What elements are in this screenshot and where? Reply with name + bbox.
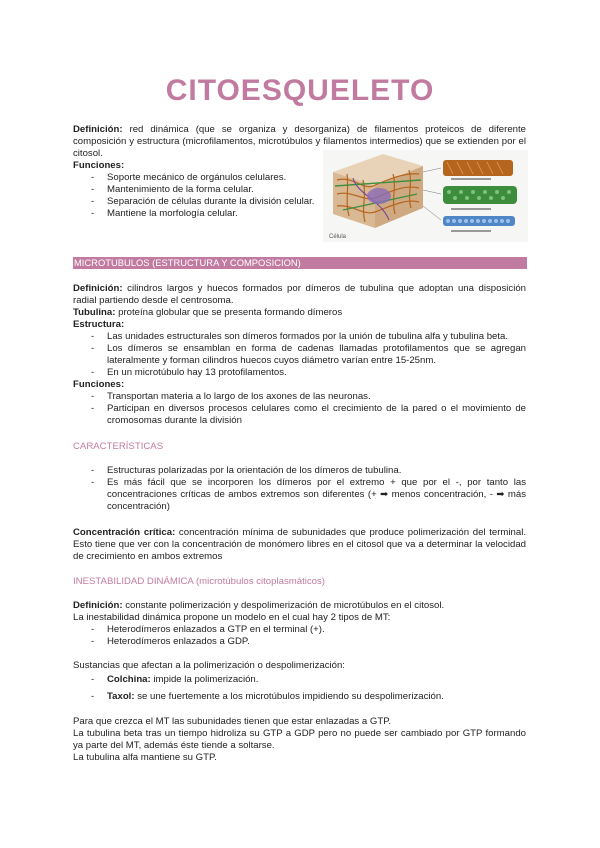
inest-definition: [73, 600, 526, 612]
list-item: - Mantiene la morfología celular.: [73, 208, 323, 220]
sustancias-list: [73, 674, 526, 703]
list-item: - Es más fácil que se incorporen los dímeros por el extremo + que por el -, por tanto las concentraciones críticas de ambos extremos son diferentes (+ ➡ menos concentración, - ➡ más concentración): [73, 477, 526, 513]
funciones-label: Funciones:: [73, 379, 125, 390]
section-header-inestabilidad: INESTABILIDAD DINÁMICA (microtúbulos citoplasmáticos): [73, 576, 325, 587]
page-title: CITOESQUELETO: [165, 74, 435, 107]
section-header-caracteristicas: CARACTERÍSTICAS: [73, 441, 164, 452]
estructura-list: [73, 331, 526, 379]
final-line-2: La tubulina beta tras un tiempo hidroliza su GTP a GDP pero no puede ser cambiado por GTP formando ya parte del MT, además éste tiende a soltarse.: [73, 728, 526, 751]
definition-label: Definición:: [73, 124, 123, 135]
list-item: - Heterodímeros enlazados a GTP en el terminal (+).: [73, 624, 526, 636]
figure-caption: Célula: [329, 234, 347, 240]
definition-label: Definición:: [73, 283, 123, 294]
sustancias-line: Sustancias que afectan a la polimerización o despolimerización:: [73, 660, 345, 671]
list-item: - Separación de células durante la división celular.: [73, 196, 323, 208]
tubulina-line: [73, 307, 526, 319]
list-item: - En un microtúbulo hay 13 protofilamentos.: [73, 367, 526, 379]
list-item: - Heterodímeros enlazados a GDP.: [73, 636, 526, 648]
definition-text: cilindros largos y huecos formados por dímeros de tubulina que adoptan una disposición radial partiendo desde el centrosoma.: [73, 283, 526, 306]
cc-label: Concentración crítica:: [73, 527, 176, 538]
definition-text: red dinámica (que se organiza y desorganiza) de filamentos proteicos de diferente composición y estructura (microfilamentos, microtúbulos y filamentos intermedios) que se extienden por el citosol.: [73, 124, 526, 159]
caracteristicas-list: [73, 465, 526, 513]
tubulina-text: proteína globular que se presenta formando dímeros: [115, 307, 343, 318]
list-item: - Los dímeros se ensamblan en forma de cadenas llamadas protofilamentos que se agregan lateralmente y forman cilindros huecos cuyos diámetro varían entre 15-25nm.: [73, 343, 526, 367]
cytoskeleton-figure: [323, 150, 528, 242]
list-item: - Estructuras polarizadas por la orientación de los dímeros de tubulina.: [73, 465, 526, 477]
mt-types-list: [73, 624, 526, 648]
list-item: - Soporte mecánico de orgánulos celulares.: [73, 172, 323, 184]
final-line-3: La tubulina alfa mantiene su GTP.: [73, 752, 217, 763]
functions-list: [73, 172, 323, 220]
list-item: - Las unidades estructurales son dímeros formados por la unión de tubulina alfa y tubulina beta.: [73, 331, 526, 343]
estructura-label: Estructura:: [73, 319, 125, 330]
list-item: - Colchina: impide la polimerización.: [73, 674, 526, 686]
tubulina-label: Tubulina:: [73, 307, 116, 318]
definition-text: constante polimerización y despolimerización de microtúbulos en el citosol.: [122, 600, 445, 611]
list-item: - Transportan materia a lo largo de los axones de las neuronas.: [73, 391, 526, 403]
section-header-microtubulos: MICROTUBULOS (ESTRUCTURA Y COMPOSICION): [73, 257, 527, 269]
definition-label: Definición:: [73, 600, 123, 611]
funciones-list: [73, 391, 526, 427]
functions-label: Funciones:: [73, 160, 125, 171]
final-line-1: Para que crezca el MT las subunidades tienen que estar enlazadas a GTP.: [73, 716, 392, 727]
list-item: - Taxol: se une fuertemente a los microtúbulos impidiendo su despolimerización.: [73, 691, 526, 703]
cc-text: concentración mínima de subunidades que produce polimerización del terminal. Esto tiene que ver con la concentración de monómero libres en el citosol que va a determinar la velocidad de crecimiento en ambos extremos: [73, 527, 526, 562]
list-item: - Participan en diversos procesos celulares como el crecimiento de la pared o el movimiento de cromosomas durante la división: [73, 403, 526, 427]
list-item: - Mantenimiento de la forma celular.: [73, 184, 323, 196]
inest-line2: La inestabilidad dinámica propone un modelo en el cual hay 2 tipos de MT:: [73, 612, 391, 623]
microtubule-strip: [443, 186, 517, 204]
concentracion-critica: [73, 527, 526, 563]
micro-definition: [73, 283, 526, 307]
